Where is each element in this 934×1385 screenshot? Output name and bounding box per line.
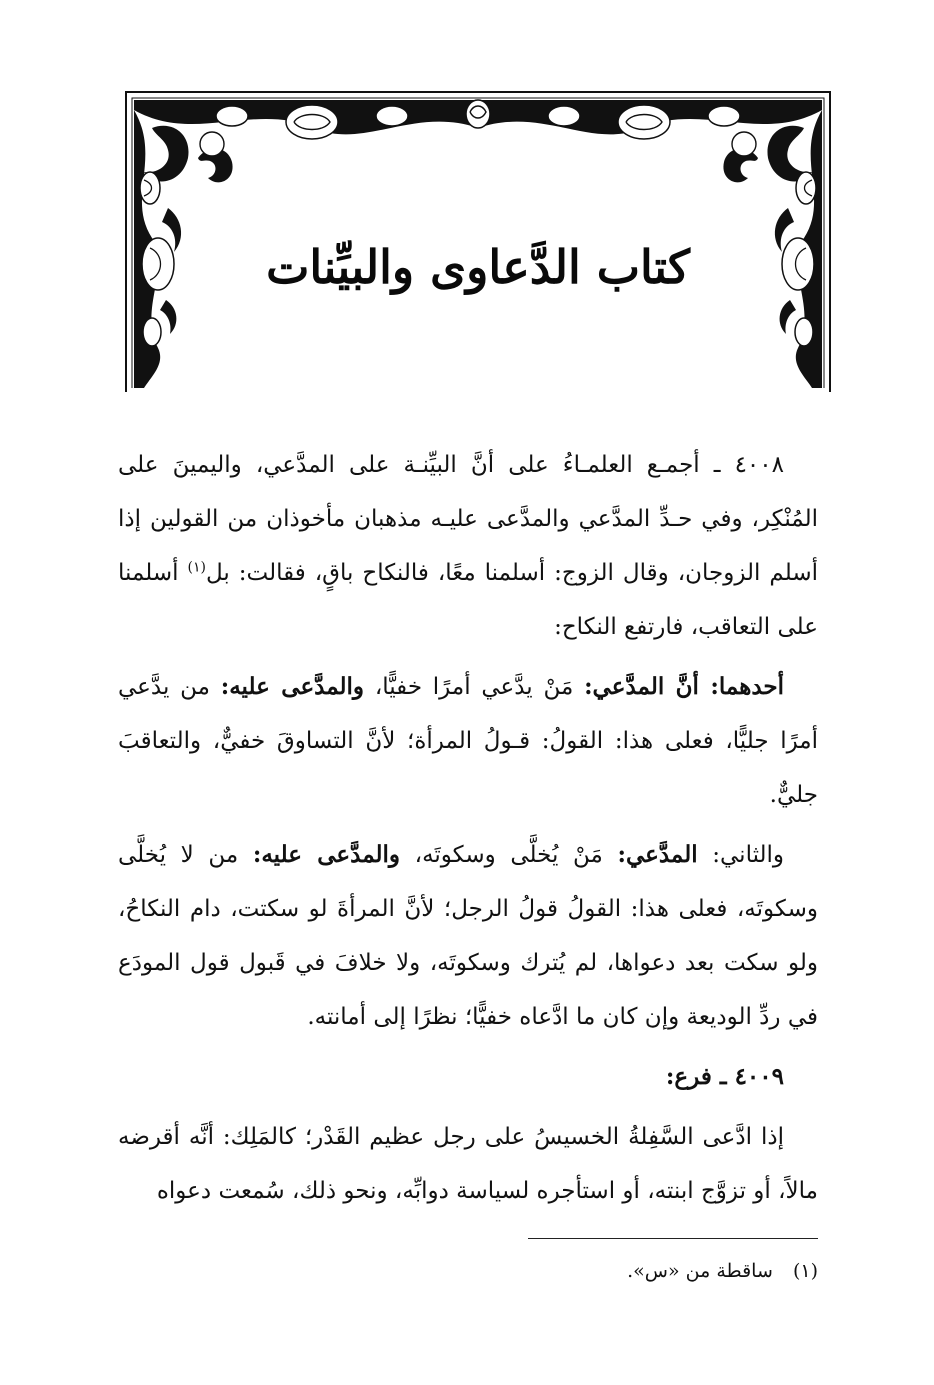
paragraph-text: إذا ادَّعى السَّفِلةُ الخسيسُ على رجل عظيم القَدْر؛ كالمَلِك: أنَّه أقرضه مالاً، أو تزوَّج ابنته، أو استأجره لسياسة دوابِّه، ونحو ذلك، سُمعت دعواه (118, 1124, 818, 1204)
definition-text: مَنْ يدَّعي أمرًا خفيًّا، (374, 674, 574, 700)
bold-term: المدَّعي: (617, 841, 698, 868)
chapter-title: كتاب الدَّعاوى والبيِّنات (266, 240, 690, 294)
paragraph-first-opinion (118, 660, 818, 822)
paragraph-4008 (118, 438, 818, 654)
footnote (118, 1256, 818, 1286)
footnote-number: (١) (792, 1260, 818, 1282)
paragraph-text-tail: أسلمنا على التعاقب، فارتفع النكاح: (118, 560, 818, 640)
main-text (118, 438, 818, 1224)
footnote-divider (528, 1238, 818, 1239)
paragraph-number: ٤٠٠٨ ـ (713, 452, 784, 478)
bold-term: والمدَّعى عليه: (252, 841, 401, 868)
paragraph-text: أجمـع العلمـاءُ على أنَّ البيِّنـة على المدَّعي، واليمينَ على المُنْكِر، وفي حـدِّ المدَّعي والمدَّعى عليـه مذهبان مأخوذان من القولين إذا أسلم الزوجان، وقال الزوج: أسلمنا معًا، فالنكاح باقٍ، فقالت: بل (118, 452, 818, 586)
opinion-label: والثاني: (712, 842, 785, 868)
definition-text: من يدَّعي أمرًا جليًّا، فعلى هذا: القولُ: قـولُ المرأة؛ لأنَّ التساوقَ خفيٌّ، والتعاقبَ جليٌّ. (118, 674, 818, 808)
paragraph-second-opinion (118, 828, 818, 1044)
definition-text: مَنْ يُخلَّى وسكوتَه، (414, 842, 603, 868)
footnote-reference[interactable]: (١) (187, 559, 206, 576)
paragraph-4009-text (118, 1110, 818, 1218)
footnote-text: ساقطة من «س». (627, 1260, 773, 1282)
paragraph-4009-heading (118, 1050, 818, 1104)
bold-term: والمدَّعى عليه: (220, 673, 365, 700)
section-heading: ٤٠٠٩ ـ فرع: (665, 1063, 784, 1090)
bold-term: أحدهما: أنَّ المدَّعي: (584, 673, 785, 700)
definition-text: من لا يُخلَّى وسكوتَه، فعلى هذا: القولُ قولُ الرجل؛ لأنَّ المرأةَ لو سكتت، دام النكاحُ، ولو سكت بعد دعواها، لم يُترك وسكوتَه، ولا خلافَ في قَبول قول المودَع في ردِّ الوديعة وإن كان ما ادَّعاه خفيًّا؛ نظرًا إلى أمانته. (118, 842, 818, 1030)
